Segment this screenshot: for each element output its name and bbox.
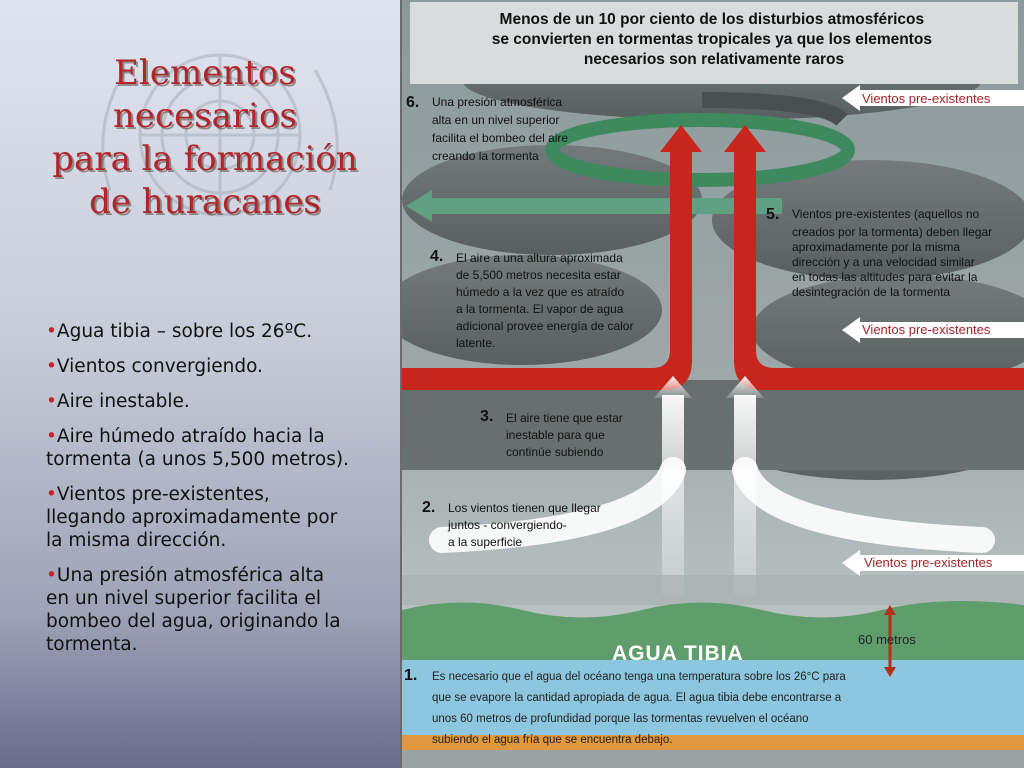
step1-text: Es necesario que el agua del océano tenga una temperatura sobre los 26°C para que se evapore la cantidad apropiada de agua. El agua tibia debe encontrarse a unos 60 metros de profundidad porque las tormentas revuelven el océano subiendo el agua fría que se encuentra debajo. (432, 671, 846, 746)
header-text: Menos de un 10 por ciento de los disturbios atmosféricos se convierten en tormentas tropicales ya que los elementos necesarios son relativamente raros (491, 11, 932, 68)
bullet-list (46, 320, 351, 668)
step1-number: 1. (404, 667, 418, 684)
step3-text: El aire tiene que estar inestable para que continúe subiendo (506, 411, 623, 459)
agua-tibia-label: AGUA TIBIA (612, 642, 744, 665)
step4-text: El aire a una altura aproximada de 5,500 metros necesita estar húmedo a la vez que es atraído a la tormenta. El vapor de agua adicional provee energía de calor latente. (456, 251, 634, 350)
step5-number: 5. (766, 206, 780, 223)
step2-text: Los vientos tienen que llegar juntos - convergiendo- a la superficie (448, 501, 601, 549)
step5-text: Vientos pre-existentes (aquellos no creados por la tormenta) deben llegar aproximadamente por la misma dirección y a una velocidad similar en todas las altitudes para evitar la desintegración de la tormenta (792, 207, 993, 299)
left-panel (0, 0, 400, 768)
step3-number: 3. (480, 408, 494, 425)
wind-label-low: Vientos pre-existentes (864, 555, 993, 570)
bullet-item: •Una presión atmosférica alta en un nivel superior facilita el bombeo del agua, originando la tormenta. (46, 565, 341, 655)
wind-label-top: Vientos pre-existentes (862, 91, 991, 106)
bullet-item: •Vientos convergiendo. (46, 356, 263, 377)
hurricane-diagram (402, 0, 1024, 768)
bullet-item: •Aire húmedo atraído hacia la tormenta (a unos 5,500 metros). (46, 426, 349, 470)
step2-number: 2. (422, 499, 436, 516)
bullet-item: •Aire inestable. (46, 391, 190, 412)
step6-text: Una presión atmosférica alta en un nivel superior facilita el bombeo del aire creando la tormenta (432, 95, 569, 163)
bullet-item: •Agua tibia – sobre los 26ºC. (46, 321, 313, 342)
bullet-item: •Vientos pre-existentes, llegando aproximadamente por la misma dirección. (46, 484, 338, 551)
step6-number: 6. (406, 94, 420, 111)
step4-number: 4. (430, 248, 444, 265)
wind-label-mid: Vientos pre-existentes (862, 322, 991, 337)
depth-label: 60 metros (858, 632, 916, 647)
page-title: Elementos necesarios para la formación de huracanes (52, 53, 358, 222)
surface-haze (402, 575, 1024, 605)
